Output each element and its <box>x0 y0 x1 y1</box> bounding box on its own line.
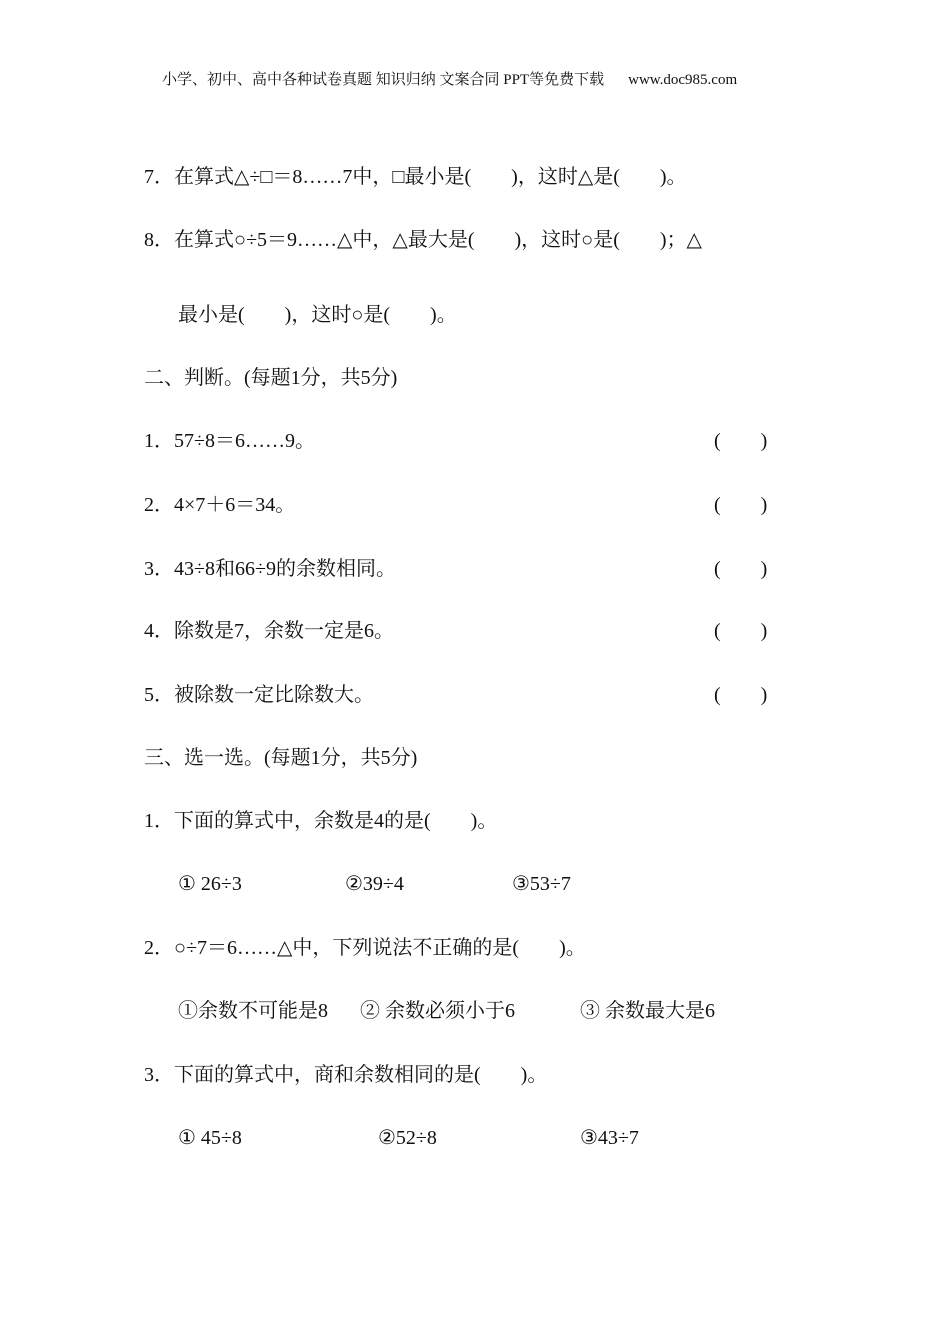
answer-box-3[interactable]: ( ) <box>714 558 768 580</box>
choice-question-2: 2．○÷7＝6……△中，下列说法不正确的是( )。 <box>144 937 586 959</box>
header-text: 小学、初中、高中各种试卷真题 知识归纳 文案合同 PPT等免费下载 <box>162 72 605 88</box>
choice-question-3: 3．下面的算式中，商和余数相同的是( )。 <box>144 1064 548 1086</box>
option-3-2: ②52÷8 <box>378 1127 437 1149</box>
option-1-1: ① 26÷3 <box>178 873 242 895</box>
question-7: 7．在算式△÷□＝8……7中，□最小是( )，这时△是( )。 <box>144 166 687 188</box>
option-2-1: ①余数不可能是8 <box>178 1000 328 1022</box>
option-3-1: ① 45÷8 <box>178 1127 242 1149</box>
answer-box-4[interactable]: ( ) <box>714 620 768 642</box>
answer-box-5[interactable]: ( ) <box>714 684 768 706</box>
option-1-2: ②39÷4 <box>345 873 404 895</box>
option-3-3: ③43÷7 <box>580 1127 639 1149</box>
option-1-3: ③53÷7 <box>512 873 571 895</box>
answer-box-1[interactable]: ( ) <box>714 430 768 452</box>
judge-item-4: 4．除数是7，余数一定是6。 <box>144 620 394 642</box>
section-2-title: 二、判断。(每题1分，共5分) <box>144 367 398 389</box>
judge-item-5: 5．被除数一定比除数大。 <box>144 684 374 706</box>
choice-question-1: 1．下面的算式中，余数是4的是( )。 <box>144 810 498 832</box>
page-header <box>162 68 737 89</box>
option-2-2: ② 余数必须小于6 <box>360 1000 515 1022</box>
question-8: 8．在算式○÷5＝9……△中，△最大是( )，这时○是( )；△ <box>144 229 702 251</box>
header-url: www.doc985.com <box>628 72 738 88</box>
answer-box-2[interactable]: ( ) <box>714 494 768 516</box>
question-8-continued: 最小是( )，这时○是( )。 <box>178 304 457 326</box>
judge-item-2: 2．4×7＋6＝34。 <box>144 494 296 516</box>
option-2-3: ③ 余数最大是6 <box>580 1000 715 1022</box>
judge-item-1: 1．57÷8＝6……9。 <box>144 430 315 452</box>
section-3-title: 三、选一选。(每题1分，共5分) <box>144 747 418 769</box>
judge-item-3: 3．43÷8和66÷9的余数相同。 <box>144 558 396 580</box>
